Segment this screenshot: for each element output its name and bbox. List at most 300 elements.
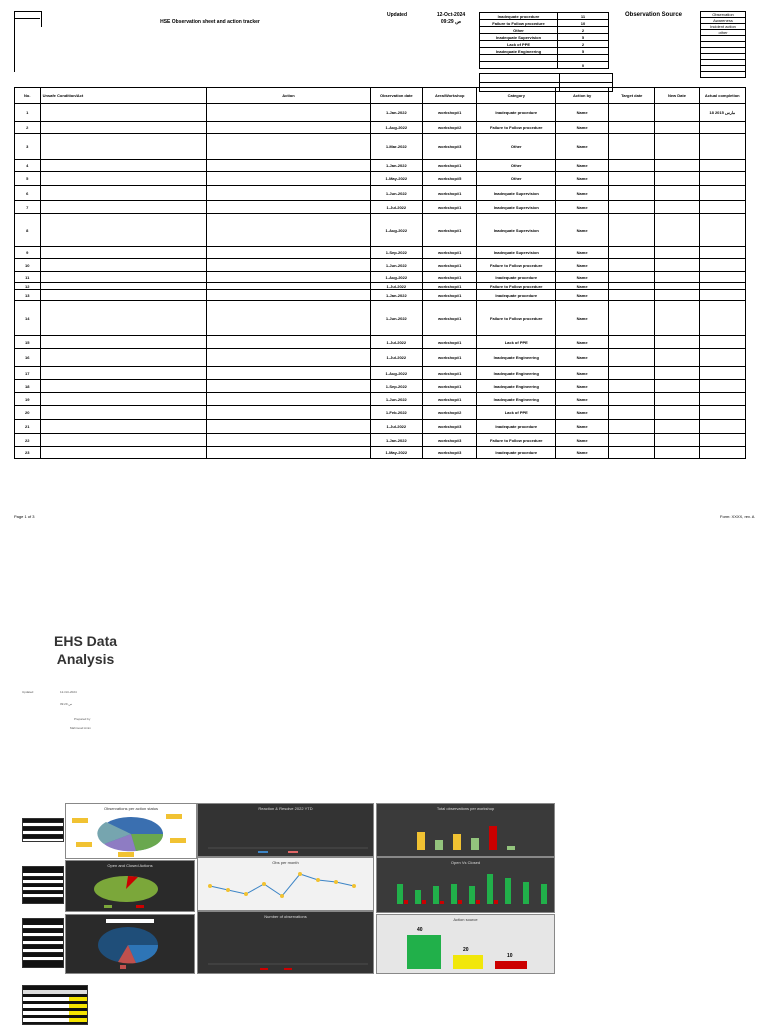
table-cell[interactable]: Failure to Follow procedure — [477, 434, 556, 447]
table-cell[interactable] — [40, 259, 207, 272]
table-cell[interactable]: workshop#1 — [423, 104, 477, 122]
table-cell[interactable] — [699, 301, 745, 336]
table-cell[interactable]: workshop#2 — [423, 406, 477, 420]
table-cell[interactable]: Name — [556, 247, 609, 259]
table-cell[interactable] — [609, 201, 655, 214]
table-cell[interactable]: workshop#1 — [423, 301, 477, 336]
observation-source-row — [701, 72, 746, 78]
table-cell[interactable]: 1-Jul-2022 — [370, 201, 422, 214]
table-cell[interactable] — [609, 122, 655, 134]
table-cell[interactable] — [40, 447, 207, 459]
chart-number-of-observations — [197, 911, 374, 974]
column-header[interactable]: Category — [477, 88, 556, 104]
table-cell[interactable]: 1-Aug-2022 — [370, 122, 422, 134]
column-header[interactable]: Observation date — [370, 88, 422, 104]
table-cell[interactable] — [40, 367, 207, 380]
table-cell[interactable]: Name — [556, 420, 609, 434]
table-cell[interactable]: workshop#3 — [423, 447, 477, 459]
table-cell[interactable] — [699, 283, 745, 290]
table-cell[interactable]: 11 — [15, 272, 41, 283]
table-cell[interactable] — [655, 122, 699, 134]
table-cell[interactable]: 1-Aug-2022 — [370, 214, 422, 247]
table-cell[interactable]: Name — [556, 393, 609, 406]
table-cell[interactable]: Name — [556, 201, 609, 214]
table-cell[interactable]: 1-Sep-2022 — [370, 380, 422, 393]
table-cell[interactable] — [655, 336, 699, 349]
column-header[interactable]: Action by — [556, 88, 609, 104]
table-cell[interactable] — [655, 393, 699, 406]
table-cell[interactable]: workshop#3 — [423, 434, 477, 447]
table-cell[interactable]: Name — [556, 380, 609, 393]
table-cell[interactable]: workshop#1 — [423, 272, 477, 283]
table-cell[interactable] — [207, 447, 370, 459]
chart-open-vs-closed — [376, 857, 555, 913]
table-row — [15, 272, 746, 283]
table-cell[interactable]: 1-Feb-2022 — [370, 406, 422, 420]
table-cell[interactable] — [40, 186, 207, 201]
table-cell[interactable] — [655, 447, 699, 459]
table-cell[interactable] — [699, 420, 745, 434]
table-cell[interactable]: 16 — [15, 349, 41, 367]
table-cell[interactable]: 1-Aug-2022 — [370, 272, 422, 283]
table-cell[interactable] — [699, 393, 745, 406]
table-cell[interactable] — [207, 259, 370, 272]
bar-chart — [377, 804, 554, 856]
table-cell[interactable] — [609, 172, 655, 186]
table-cell[interactable] — [655, 160, 699, 172]
table-cell[interactable] — [699, 406, 745, 420]
table-cell[interactable]: workshop#1 — [423, 380, 477, 393]
chart-title: Obs per month — [272, 860, 299, 865]
table-cell[interactable]: Name — [556, 290, 609, 301]
table-cell[interactable]: 9 — [15, 247, 41, 259]
table-cell[interactable] — [40, 290, 207, 301]
chart-title: Action source — [453, 917, 478, 922]
table-cell[interactable]: workshop#1 — [423, 349, 477, 367]
mini-table-3 — [22, 918, 64, 968]
table-cell[interactable] — [40, 406, 207, 420]
table-cell[interactable]: Inadequate Supervision — [477, 186, 556, 201]
table-cell[interactable]: 20 — [15, 406, 41, 420]
table-cell[interactable] — [40, 201, 207, 214]
table-row — [15, 214, 746, 247]
table-cell[interactable] — [207, 290, 370, 301]
table-cell[interactable] — [609, 447, 655, 459]
table-cell[interactable]: 1-Mar-2022 — [370, 134, 422, 160]
table-cell[interactable]: 1-Jan-2022 — [370, 104, 422, 122]
table-cell[interactable]: workshop#1 — [423, 336, 477, 349]
table-cell[interactable]: Failure to Follow procedure — [477, 122, 556, 134]
table-cell[interactable]: 1-Jul-2022 — [370, 283, 422, 290]
table-cell[interactable] — [40, 214, 207, 247]
table-cell[interactable]: 13 — [15, 290, 41, 301]
table-cell[interactable]: 17 — [15, 367, 41, 380]
table-cell[interactable]: Name — [556, 301, 609, 336]
bar-chart — [377, 915, 554, 973]
table-cell[interactable]: workshop#1 — [423, 283, 477, 290]
category-label: Inadequate Engineering — [480, 48, 558, 55]
table-cell[interactable] — [207, 172, 370, 186]
observation-source-item: Observation — [701, 12, 746, 18]
table-cell[interactable]: 1-Jan-2022 — [370, 290, 422, 301]
table-cell[interactable]: workshop#1 — [423, 290, 477, 301]
table-cell[interactable]: Inadequate Supervision — [477, 201, 556, 214]
table-cell[interactable]: Name — [556, 272, 609, 283]
table-cell[interactable]: Inadequate procedure — [477, 104, 556, 122]
table-cell[interactable]: workshop#3 — [423, 134, 477, 160]
table-cell[interactable]: 22 — [15, 434, 41, 447]
chart-obs-per-month — [197, 857, 374, 911]
table-cell[interactable]: 1-Jun-2022 — [370, 259, 422, 272]
table-cell[interactable] — [699, 186, 745, 201]
table-cell[interactable] — [655, 349, 699, 367]
table-cell[interactable]: 21 — [15, 420, 41, 434]
table-cell[interactable]: 1 — [15, 104, 41, 122]
table-row — [15, 283, 746, 290]
table-cell[interactable]: Inadequate Engineering — [477, 349, 556, 367]
table-cell[interactable] — [699, 434, 745, 447]
table-cell[interactable] — [40, 301, 207, 336]
table-cell[interactable] — [655, 259, 699, 272]
table-cell[interactable]: workshop#5 — [423, 172, 477, 186]
table-cell[interactable] — [40, 134, 207, 160]
column-header[interactable]: No. — [15, 88, 41, 104]
table-cell[interactable] — [40, 172, 207, 186]
table-cell[interactable] — [609, 380, 655, 393]
table-cell[interactable] — [207, 434, 370, 447]
action-source-label-2: 20 — [463, 947, 469, 953]
table-cell[interactable] — [609, 434, 655, 447]
analysis-title-line2: Analysis — [56, 651, 115, 667]
table-cell[interactable]: 23 — [15, 447, 41, 459]
table-cell[interactable]: workshop#2 — [423, 122, 477, 134]
table-cell[interactable]: Inadequate Engineering — [477, 393, 556, 406]
table-cell[interactable]: Inadequate Engineering — [477, 367, 556, 380]
action-source-label-1: 40 — [417, 927, 423, 933]
table-cell[interactable] — [207, 122, 370, 134]
table-cell[interactable] — [40, 380, 207, 393]
table-cell[interactable]: Name — [556, 349, 609, 367]
table-cell[interactable]: workshop#1 — [423, 186, 477, 201]
table-cell[interactable]: 1-Jul-2022 — [370, 420, 422, 434]
category-count: 0 — [558, 62, 609, 69]
table-cell[interactable] — [40, 122, 207, 134]
table-cell[interactable]: Lack of PPE — [477, 406, 556, 420]
column-header[interactable]: Unsafe Condition/Act — [40, 88, 207, 104]
table-cell[interactable]: workshop#1 — [423, 259, 477, 272]
table-cell[interactable] — [207, 301, 370, 336]
table-row — [15, 247, 746, 259]
column-header[interactable]: Action — [207, 88, 370, 104]
table-cell[interactable] — [699, 214, 745, 247]
table-cell[interactable] — [655, 214, 699, 247]
table-cell[interactable]: Lack of PPE — [477, 336, 556, 349]
table-cell[interactable] — [207, 160, 370, 172]
pie-chart — [66, 915, 194, 973]
analysis-updated-date: 12-Oct-2024 — [60, 690, 77, 694]
observation-tracker-table — [14, 87, 746, 459]
table-row — [15, 406, 746, 420]
bar-chart — [377, 858, 554, 912]
table-cell[interactable]: Name — [556, 172, 609, 186]
table-cell[interactable]: 1-Jun-2022 — [370, 393, 422, 406]
table-cell[interactable]: Failure to Follow procedure — [477, 259, 556, 272]
table-cell[interactable]: Inadequate procedure — [477, 290, 556, 301]
table-cell[interactable]: Name — [556, 104, 609, 122]
table-cell[interactable]: Other — [477, 160, 556, 172]
column-header[interactable]: Target date — [609, 88, 655, 104]
table-cell[interactable] — [207, 393, 370, 406]
table-cell[interactable]: 14 — [15, 301, 41, 336]
table-cell[interactable] — [207, 134, 370, 160]
table-cell[interactable] — [609, 283, 655, 290]
table-cell[interactable]: 1-Jan-2022 — [370, 434, 422, 447]
table-cell[interactable] — [699, 336, 745, 349]
table-cell[interactable]: Inadequate procedure — [477, 272, 556, 283]
table-cell[interactable] — [655, 420, 699, 434]
table-cell[interactable] — [655, 201, 699, 214]
table-cell[interactable] — [609, 134, 655, 160]
table-cell[interactable]: Name — [556, 259, 609, 272]
table-cell[interactable]: 4 — [15, 160, 41, 172]
table-cell[interactable]: workshop#1 — [423, 367, 477, 380]
table-cell[interactable] — [40, 247, 207, 259]
category-count: 5 — [558, 48, 609, 55]
table-cell[interactable] — [699, 272, 745, 283]
form-number: Form: XXXX, rev. A — [720, 514, 755, 519]
table-cell[interactable]: 10 — [15, 259, 41, 272]
table-cell[interactable]: 1-Jun-2022 — [370, 301, 422, 336]
table-cell[interactable]: Name — [556, 160, 609, 172]
table-cell[interactable] — [609, 367, 655, 380]
table-row — [15, 186, 746, 201]
table-cell[interactable]: workshop#3 — [423, 420, 477, 434]
table-row — [15, 290, 746, 301]
table-cell[interactable]: 1-Jul-2022 — [370, 349, 422, 367]
table-cell[interactable] — [609, 272, 655, 283]
table-row — [15, 434, 746, 447]
table-cell[interactable] — [655, 134, 699, 160]
table-cell[interactable] — [609, 420, 655, 434]
table-cell[interactable]: Failure to Follow procedure — [477, 283, 556, 290]
chart-title: Open Vs Closed — [450, 860, 481, 865]
table-cell[interactable] — [207, 247, 370, 259]
table-cell[interactable] — [207, 186, 370, 201]
table-cell[interactable]: 1-Aug-2022 — [370, 367, 422, 380]
column-header[interactable]: Actual completion — [699, 88, 745, 104]
table-cell[interactable]: Name — [556, 134, 609, 160]
table-cell[interactable] — [207, 406, 370, 420]
table-cell[interactable] — [207, 380, 370, 393]
mini-table-1 — [22, 818, 64, 842]
table-cell[interactable]: 8 — [15, 214, 41, 247]
table-cell[interactable] — [699, 290, 745, 301]
table-cell[interactable]: 6 — [15, 186, 41, 201]
table-cell[interactable] — [40, 160, 207, 172]
table-cell[interactable] — [655, 434, 699, 447]
table-cell[interactable]: Other — [477, 134, 556, 160]
updated-time: 09:29 ص — [440, 19, 462, 25]
table-cell[interactable] — [699, 349, 745, 367]
table-cell[interactable] — [207, 214, 370, 247]
table-cell[interactable] — [609, 259, 655, 272]
table-cell[interactable] — [655, 272, 699, 283]
table-cell[interactable]: Name — [556, 336, 609, 349]
table-cell[interactable] — [655, 283, 699, 290]
category-summary-row — [480, 41, 609, 48]
table-row — [15, 160, 746, 172]
table-cell[interactable]: Name — [556, 367, 609, 380]
table-cell[interactable]: 1-Jul-2022 — [370, 336, 422, 349]
table-cell[interactable]: Inadequate Supervision — [477, 214, 556, 247]
table-cell[interactable] — [207, 420, 370, 434]
header-left-border — [14, 26, 15, 72]
column-header[interactable]: Area/Workshop — [423, 88, 477, 104]
table-cell[interactable] — [699, 134, 745, 160]
chart-action-source — [376, 914, 555, 974]
category-summary-table — [479, 12, 609, 69]
category-label: Failure to Follow procedure — [480, 20, 558, 27]
chart-title: Total observations per workshop — [436, 806, 495, 811]
table-cell[interactable]: Name — [556, 283, 609, 290]
table-cell[interactable] — [609, 336, 655, 349]
table-cell[interactable] — [207, 367, 370, 380]
analysis-title — [54, 632, 117, 668]
table-cell[interactable] — [40, 349, 207, 367]
category-label: Lack of PPE — [480, 41, 558, 48]
table-cell[interactable]: Name — [556, 447, 609, 459]
table-cell[interactable] — [40, 272, 207, 283]
table-cell[interactable]: 2 — [15, 122, 41, 134]
table-row — [15, 122, 746, 134]
table-cell[interactable] — [609, 214, 655, 247]
table-cell[interactable] — [40, 283, 207, 290]
table-cell[interactable]: 1-May-2022 — [370, 447, 422, 459]
table-cell[interactable] — [699, 380, 745, 393]
table-cell[interactable] — [699, 172, 745, 186]
table-cell[interactable]: Failure to Follow procedure — [477, 301, 556, 336]
table-cell[interactable] — [40, 336, 207, 349]
table-cell[interactable]: workshop#1 — [423, 201, 477, 214]
table-cell[interactable]: 1-Jan-2022 — [370, 160, 422, 172]
table-cell[interactable] — [207, 283, 370, 290]
column-header[interactable]: New Date — [655, 88, 699, 104]
table-cell[interactable] — [609, 393, 655, 406]
table-cell[interactable]: Other — [477, 172, 556, 186]
table-cell[interactable] — [609, 160, 655, 172]
table-cell[interactable]: 5 — [15, 172, 41, 186]
table-cell[interactable] — [609, 290, 655, 301]
table-cell[interactable] — [655, 367, 699, 380]
updated-label: Updated — [387, 12, 407, 18]
table-cell[interactable] — [655, 301, 699, 336]
table-cell[interactable] — [699, 259, 745, 272]
table-cell[interactable]: Name — [556, 406, 609, 420]
table-cell[interactable]: 12 — [15, 283, 41, 290]
table-cell[interactable] — [655, 186, 699, 201]
table-cell[interactable]: Inadequate procedure — [477, 420, 556, 434]
table-cell[interactable]: Name — [556, 122, 609, 134]
table-cell[interactable]: 19 — [15, 393, 41, 406]
observation-source-title: Observation Source — [625, 12, 683, 18]
table-cell[interactable] — [655, 172, 699, 186]
observation-source-table — [700, 11, 746, 78]
table-cell[interactable] — [207, 201, 370, 214]
category-label — [480, 62, 558, 69]
table-cell[interactable] — [655, 290, 699, 301]
table-cell[interactable] — [699, 247, 745, 259]
table-cell[interactable] — [655, 406, 699, 420]
table-cell[interactable]: workshop#1 — [423, 393, 477, 406]
table-cell[interactable]: 1-May-2022 — [370, 172, 422, 186]
page-number: Page 1 of 3 — [14, 514, 35, 519]
table-cell[interactable]: 15 — [15, 336, 41, 349]
category-label: Other — [480, 27, 558, 34]
line-chart — [198, 804, 373, 856]
table-cell[interactable] — [207, 349, 370, 367]
table-cell[interactable]: 3 — [15, 134, 41, 160]
table-cell[interactable]: workshop#1 — [423, 160, 477, 172]
table-row — [15, 134, 746, 160]
table-cell[interactable] — [40, 104, 207, 122]
table-cell[interactable] — [40, 434, 207, 447]
chart-open-closed-actions — [65, 860, 195, 912]
observation-source-item: other — [701, 30, 746, 36]
table-cell[interactable] — [655, 380, 699, 393]
chart-title: Open and Closed Actions — [107, 863, 153, 868]
table-cell[interactable] — [40, 393, 207, 406]
table-cell[interactable] — [699, 367, 745, 380]
table-cell[interactable] — [609, 247, 655, 259]
table-cell[interactable] — [609, 186, 655, 201]
table-cell[interactable]: Inadequate Engineering — [477, 380, 556, 393]
table-cell[interactable] — [699, 122, 745, 134]
table-cell[interactable] — [655, 104, 699, 122]
table-cell[interactable] — [655, 247, 699, 259]
table-cell[interactable] — [699, 447, 745, 459]
table-row — [15, 201, 746, 214]
chart-total-per-workshop — [376, 803, 555, 857]
table-cell[interactable] — [207, 272, 370, 283]
table-cell[interactable] — [609, 406, 655, 420]
table-cell[interactable] — [40, 420, 207, 434]
sheet-title: HSE Observation sheet and action tracker — [160, 19, 260, 25]
table-cell[interactable]: 7 — [15, 201, 41, 214]
table-cell[interactable]: Inadequate procedure — [477, 447, 556, 459]
table-cell[interactable]: Name — [556, 434, 609, 447]
table-cell[interactable]: workshop#1 — [423, 247, 477, 259]
table-cell[interactable]: 18 — [15, 380, 41, 393]
table-cell[interactable]: 1-Jun-2022 — [370, 186, 422, 201]
category-summary-row — [480, 13, 609, 20]
table-row — [15, 380, 746, 393]
table-cell[interactable] — [699, 160, 745, 172]
table-cell[interactable]: Name — [556, 186, 609, 201]
table-cell[interactable] — [207, 104, 370, 122]
table-cell[interactable] — [207, 336, 370, 349]
table-cell[interactable] — [609, 349, 655, 367]
table-cell[interactable] — [609, 104, 655, 122]
table-cell[interactable] — [699, 201, 745, 214]
table-cell[interactable]: Inadequate Supervision — [477, 247, 556, 259]
table-row — [15, 420, 746, 434]
table-cell[interactable]: 18 مارس 2015 — [699, 104, 745, 122]
category-summary-row — [480, 48, 609, 55]
table-cell[interactable]: workshop#1 — [423, 214, 477, 247]
table-cell[interactable] — [609, 301, 655, 336]
table-cell[interactable]: Name — [556, 214, 609, 247]
table-cell[interactable]: 1-Sep-2022 — [370, 247, 422, 259]
